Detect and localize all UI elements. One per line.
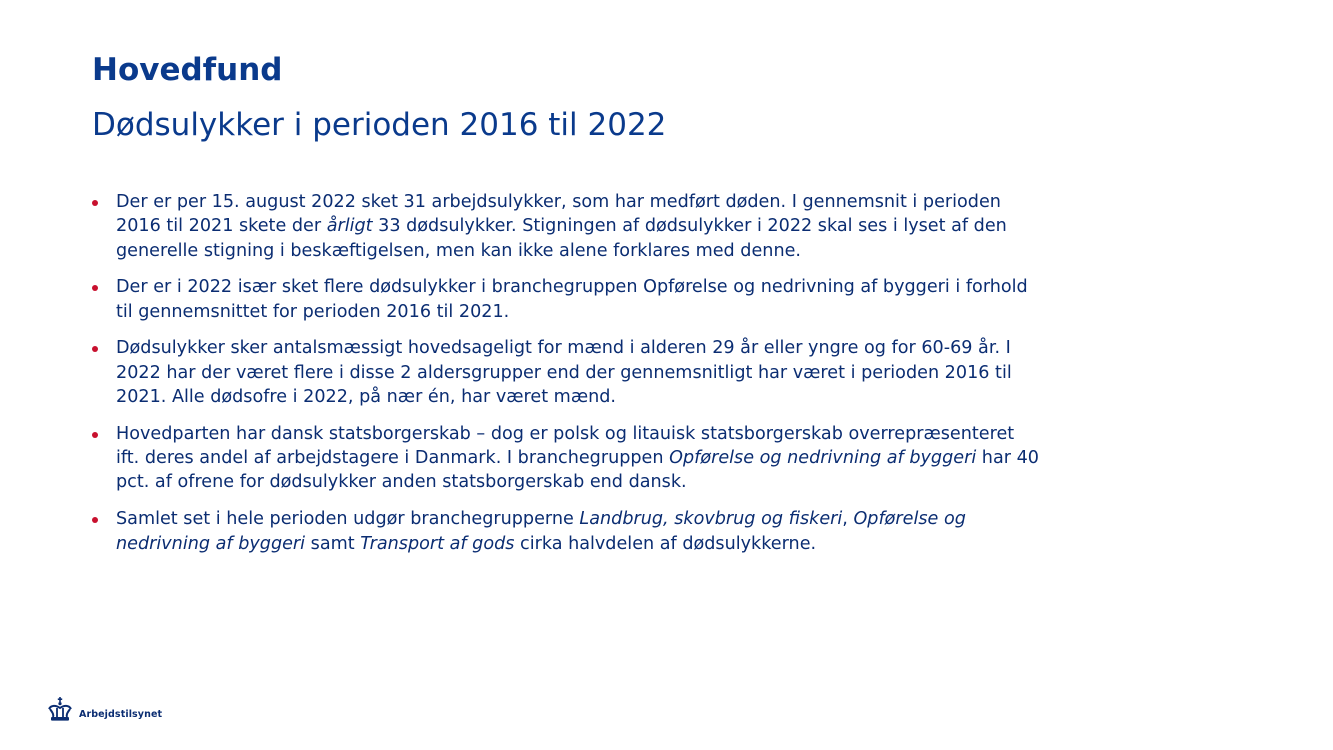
logo-text: Arbejdstilsynet [79,708,163,720]
text-segment: 33 dødsulykker. Stigningen af dødsulykker i 2022 skal ses i lyset af den generelle stigning i beskæftigelsen, men kan ikke alene forklares med denne. [116,216,1007,261]
italic-segment: Opførelse og nedrivning af byggeri [116,509,966,554]
text-segment: cirka halvdelen af dødsulykkerne. [514,533,817,554]
slide-title: Hovedfund [92,52,283,88]
bullet-item [92,336,1042,409]
bullet-text [116,422,1042,495]
text-segment: Samlet set i hele perioden udgør branchegrupperne [116,509,580,530]
bullet-dot-icon [92,432,98,438]
text-segment: Dødsulykker sker antalsmæssigt hovedsageligt for mænd i alderen 29 år eller yngre og for 60-69 år. I 2022 har der været flere i disse 2 aldersgrupper end der gennemsnitligt har været i perioden 2016 til 2021. Alle dødsofre i 2022, på nær én, har været mænd. [116,338,1012,408]
text-segment: samt [305,533,361,554]
slide-subtitle: Dødsulykker i perioden 2016 til 2022 [92,107,667,143]
italic-segment: årligt [326,216,373,237]
bullet-item [92,507,1042,556]
text-segment: har 40 pct. af ofrene for dødsulykker anden statsborgerskab end dansk. [116,448,1039,493]
bullet-dot-icon [92,285,98,291]
bullet-list [92,190,1042,568]
text-segment: Hovedparten har dansk statsborgerskab – dog er polsk og litauisk statsborgerskab overrepræsenteret ift. deres andel af arbejdstagere i Danmark. I branchegruppen [116,423,1015,469]
bullet-item [92,422,1042,495]
arbejdstilsynet-logo [46,696,162,724]
bullet-text [116,275,1042,324]
bullet-dot-icon [92,200,98,206]
text-segment: Der er i 2022 især sket flere dødsulykker i branchegruppen Opførelse og nedrivning af byggeri i forhold til gennemsnittet for perioden 2016 til 2021. [116,277,1028,322]
italic-segment: Opførelse og nedrivning af byggeri [669,448,977,469]
bullet-text [116,507,1042,556]
bullet-item [92,190,1042,263]
bullet-text [116,190,1042,263]
bullet-text [116,336,1042,409]
bullet-dot-icon [92,346,98,352]
crown-icon [46,696,74,724]
bullet-dot-icon [92,517,98,523]
text-segment: Der er per 15. august 2022 sket 31 arbejdsulykker, som har medført døden. I gennemsnit i perioden 2016 til 2021 skete der [116,192,1001,237]
italic-segment: Transport af gods [360,533,515,554]
bullet-item [92,275,1042,324]
text-segment: , [842,509,854,530]
italic-segment: Landbrug, skovbrug og fiskeri [579,509,843,530]
